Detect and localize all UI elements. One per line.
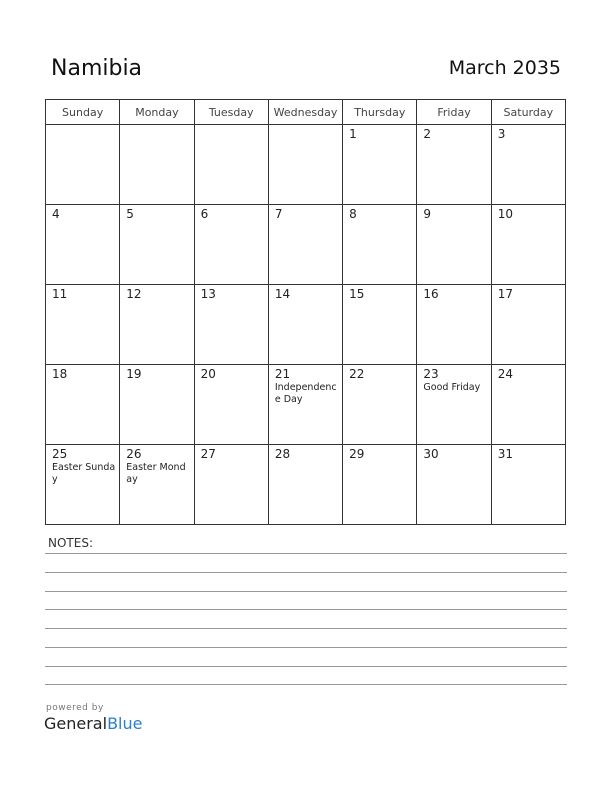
- day-cell: [194, 365, 268, 445]
- week-row: [46, 285, 566, 365]
- day-number: 31: [497, 447, 513, 461]
- brand-blue-text: Blue: [107, 714, 143, 733]
- day-number: 14: [274, 287, 291, 301]
- note-line: [45, 666, 567, 667]
- day-number: 28: [274, 447, 291, 461]
- day-cell: [491, 125, 565, 205]
- holiday-label: Easter Sunday: [52, 462, 116, 485]
- day-cell: [120, 205, 194, 285]
- week-row: [46, 125, 566, 205]
- day-cell: [120, 365, 194, 445]
- day-number: 11: [52, 287, 68, 301]
- day-number: 3: [497, 127, 506, 141]
- day-cell: [268, 205, 342, 285]
- day-number: 17: [497, 287, 513, 301]
- week-row: [46, 365, 566, 445]
- day-number: 16: [423, 287, 439, 301]
- day-number: 18: [52, 367, 68, 381]
- day-cell: [194, 445, 268, 525]
- week-row: [46, 445, 566, 525]
- day-number: 12: [126, 287, 142, 301]
- day-number: 24: [497, 367, 513, 381]
- notes-label: NOTES:: [48, 536, 93, 550]
- day-number: 25: [52, 447, 68, 461]
- week-row: [46, 205, 566, 285]
- day-number: 8: [349, 207, 357, 221]
- weekday-header: Wednesday: [268, 100, 342, 125]
- day-cell: [417, 445, 491, 525]
- month-title: March 2035: [448, 57, 561, 79]
- calendar-grid: [45, 99, 566, 525]
- weekday-header: Monday: [120, 100, 194, 125]
- weekday-header: Thursday: [343, 100, 417, 125]
- note-line: [45, 628, 567, 629]
- day-number: 10: [497, 207, 513, 221]
- day-number: 15: [349, 287, 365, 301]
- day-cell: [268, 365, 342, 445]
- day-number: 6: [200, 207, 209, 221]
- note-line: [45, 647, 567, 648]
- day-cell: [268, 285, 342, 365]
- day-number: 30: [423, 447, 439, 461]
- generalblue-logo: [44, 703, 142, 733]
- day-cell: [417, 205, 491, 285]
- day-number: 1: [349, 127, 357, 141]
- day-cell: [46, 365, 120, 445]
- day-number: 19: [126, 367, 142, 381]
- day-number: 9: [423, 207, 432, 221]
- powered-by-text: powered by: [46, 703, 104, 713]
- day-cell: [120, 445, 194, 525]
- weekday-header: Sunday: [46, 100, 120, 125]
- day-cell: [120, 125, 194, 205]
- day-cell: [194, 125, 268, 205]
- weekday-header-row: [46, 100, 566, 125]
- day-cell: [120, 285, 194, 365]
- day-cell: [46, 205, 120, 285]
- day-number: 5: [126, 207, 134, 221]
- day-number: 2: [423, 127, 432, 141]
- note-line: [45, 553, 567, 554]
- day-number: 4: [52, 207, 60, 221]
- day-number: 21: [274, 367, 291, 381]
- day-cell: [343, 205, 417, 285]
- day-number: 13: [200, 287, 216, 301]
- day-number: 7: [274, 207, 283, 221]
- weekday-header: Friday: [417, 100, 491, 125]
- day-cell: [46, 285, 120, 365]
- day-cell: [343, 285, 417, 365]
- day-number: 20: [200, 367, 216, 381]
- day-cell: [491, 205, 565, 285]
- day-cell: [417, 125, 491, 205]
- day-number: 29: [349, 447, 365, 461]
- day-number: 27: [200, 447, 216, 461]
- country-title: Namibia: [51, 56, 143, 81]
- day-cell: [343, 445, 417, 525]
- holiday-label: Good Friday: [423, 382, 481, 393]
- day-cell: [46, 125, 120, 205]
- day-cell: [343, 365, 417, 445]
- day-cell: [417, 285, 491, 365]
- weekday-header: Saturday: [491, 100, 565, 125]
- day-number: 26: [126, 447, 142, 461]
- day-cell: [268, 445, 342, 525]
- day-cell: [194, 205, 268, 285]
- weekday-header: Tuesday: [194, 100, 268, 125]
- note-line: [45, 591, 567, 592]
- note-line: [45, 572, 567, 573]
- holiday-label: Independence Day: [274, 382, 337, 405]
- note-line: [45, 609, 567, 610]
- day-cell: [343, 125, 417, 205]
- brand-name: [44, 714, 142, 733]
- day-cell: [491, 445, 565, 525]
- brand-general-text: General: [44, 714, 108, 733]
- day-number: 23: [423, 367, 439, 381]
- day-cell: [194, 285, 268, 365]
- day-cell: [491, 365, 565, 445]
- holiday-label: Easter Monday: [126, 462, 186, 485]
- day-number: 22: [349, 367, 365, 381]
- day-cell: [491, 285, 565, 365]
- note-line: [45, 684, 567, 685]
- day-cell: [268, 125, 342, 205]
- day-cell: [417, 365, 491, 445]
- day-cell: [46, 445, 120, 525]
